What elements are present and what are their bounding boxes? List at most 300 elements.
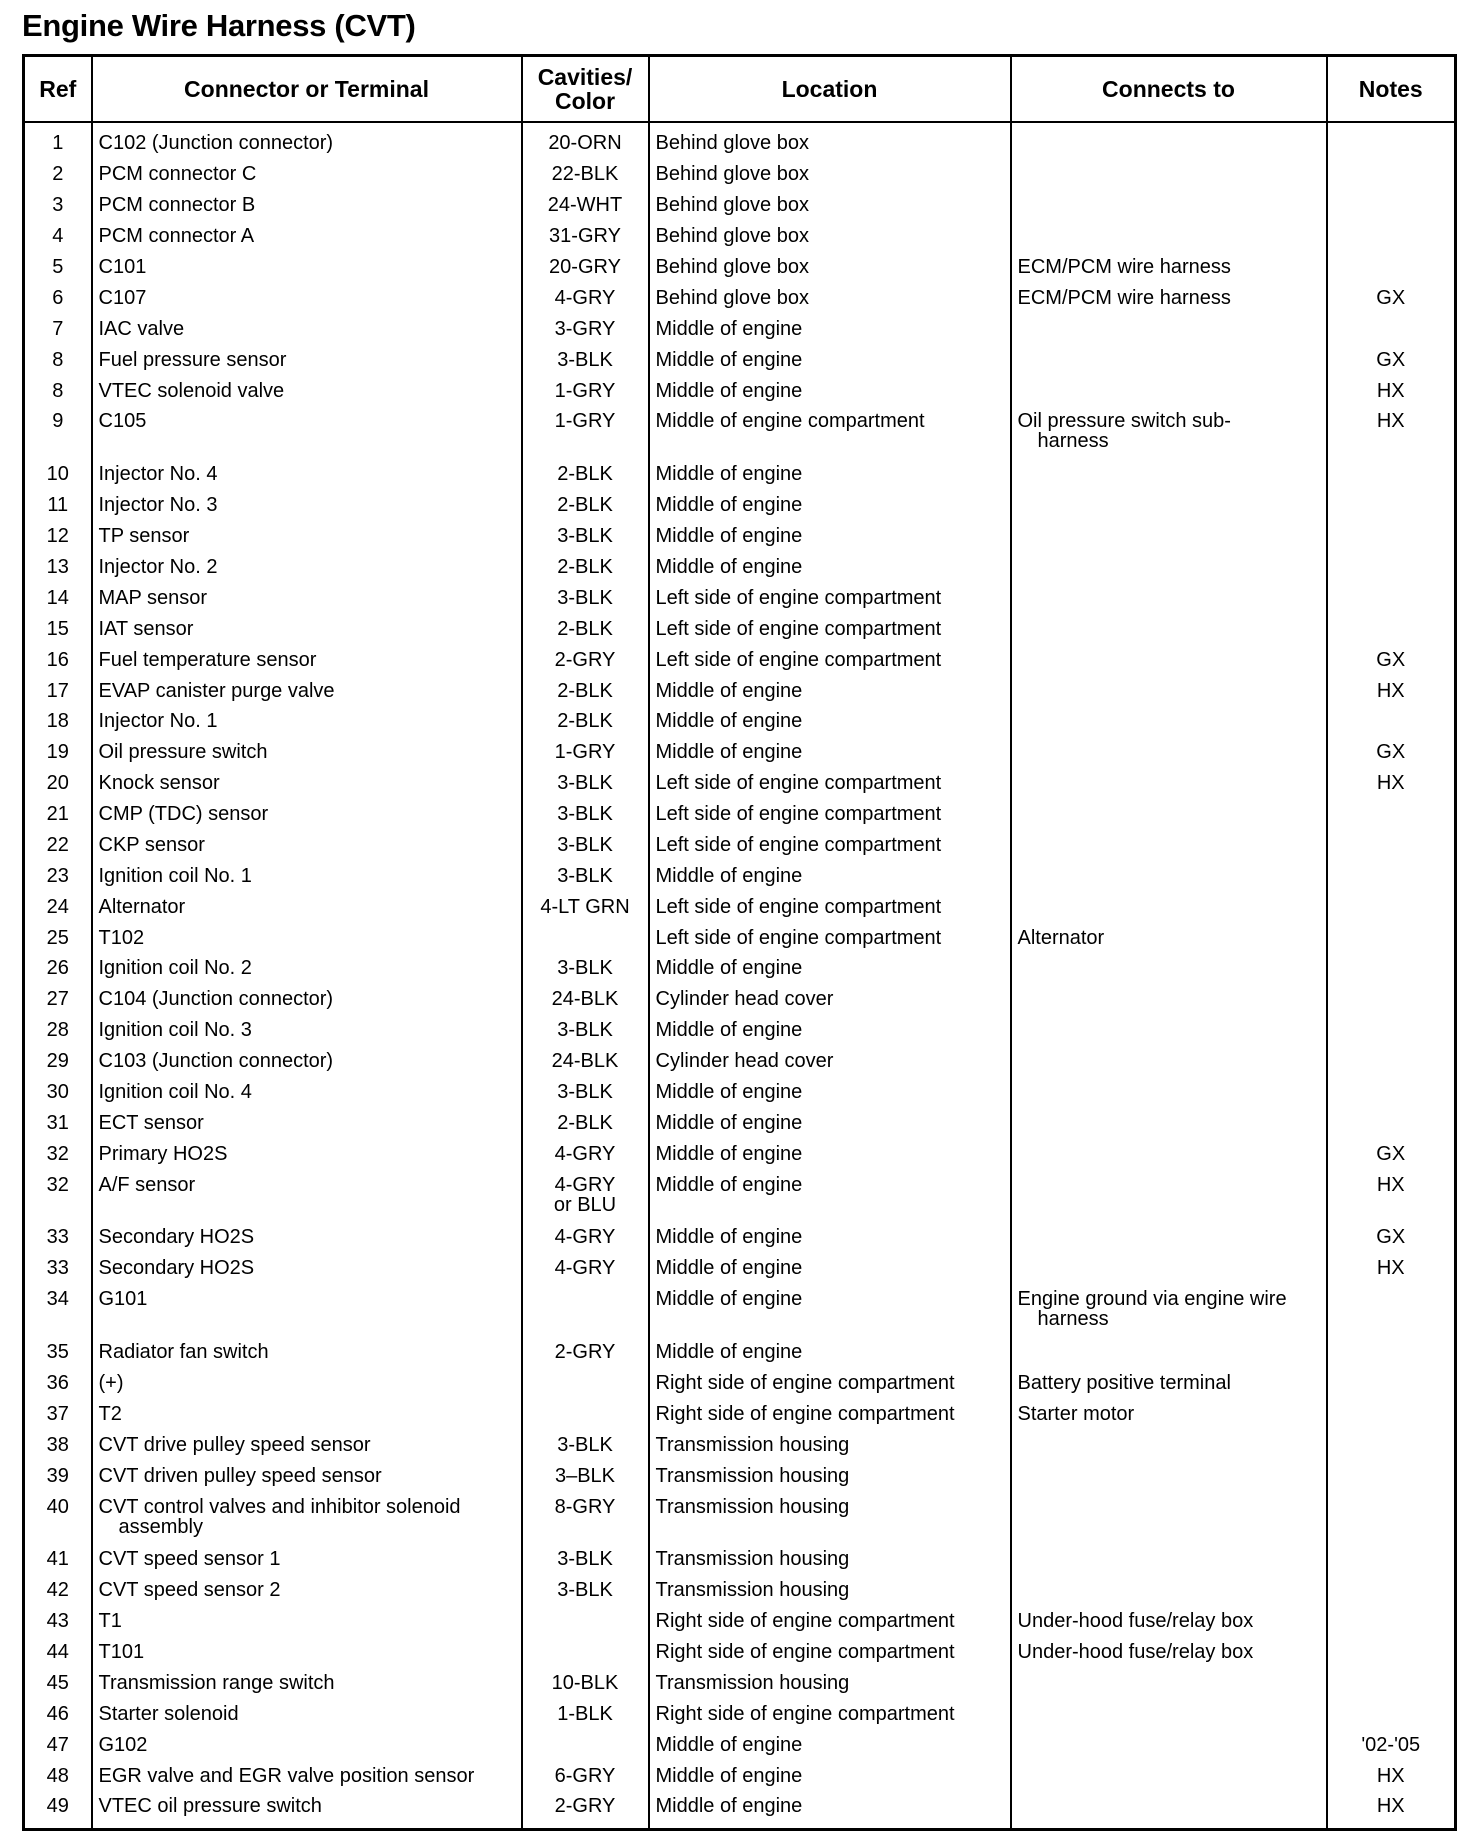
cell-connector-text: Ignition coil No. 4: [98, 1080, 252, 1103]
table-row: [24, 1461, 1456, 1492]
cell-notes: [1327, 706, 1456, 737]
cell-notes-text: HX: [1376, 1795, 1405, 1818]
cell-notes-text: HX: [1376, 1764, 1405, 1787]
cell-connector: [92, 984, 522, 1015]
cell-location: [649, 1015, 1011, 1046]
cell-notes: [1327, 861, 1456, 892]
header-ref: Ref: [24, 56, 92, 123]
table-row: [24, 552, 1456, 583]
cell-notes: [1327, 583, 1456, 614]
cell-connector-text: PCM connector A: [98, 225, 255, 248]
cell-connects-to: [1011, 614, 1327, 645]
table-row: [24, 122, 1456, 159]
cell-connector: [92, 1699, 522, 1730]
cell-location-text: Middle of engine: [655, 957, 803, 980]
cell-location: [649, 1637, 1011, 1668]
cell-connector-text: C103 (Junction connector): [98, 1050, 334, 1073]
table-row: [24, 1492, 1456, 1545]
cell-ref: [24, 1492, 92, 1545]
cell-ref-text: 38: [46, 1433, 69, 1456]
table-row: [24, 1222, 1456, 1253]
cell-location-text: Left side of engine compartment: [655, 833, 942, 856]
cell-connector-text: C102 (Junction connector): [98, 132, 334, 154]
cell-connects-to: [1011, 984, 1327, 1015]
cell-cavities: [522, 406, 649, 459]
cell-cavities: [522, 953, 649, 984]
cell-location: [649, 953, 1011, 984]
table-row: [24, 1668, 1456, 1699]
table-row: [24, 645, 1456, 676]
cell-notes: [1327, 190, 1456, 221]
cell-ref: [24, 830, 92, 861]
cell-connector-text: T102: [98, 926, 145, 949]
cell-cavities-text: 3-BLK: [557, 1548, 613, 1571]
cell-connects-to-text: Under-hood fuse/relay box: [1017, 1641, 1254, 1664]
cell-connector-text: CVT speed sensor 1: [98, 1548, 281, 1571]
cell-location-text: Behind glove box: [655, 132, 809, 154]
cell-notes-text: HX: [1376, 679, 1405, 702]
cell-connector-text: CVT driven pulley speed sensor: [98, 1464, 382, 1487]
cell-ref-text: 36: [46, 1372, 69, 1394]
cell-connects-to: [1011, 737, 1327, 768]
table-row: [24, 614, 1456, 645]
cell-connects-to: [1011, 221, 1327, 252]
cell-ref: [24, 861, 92, 892]
cell-connects-to: [1011, 1222, 1327, 1253]
cell-ref: [24, 1637, 92, 1668]
cell-connector: [92, 645, 522, 676]
cell-connects-to-text: Engine ground via engine wire: [1017, 1288, 1287, 1311]
table-row: [24, 1046, 1456, 1077]
cell-connects-to: [1011, 645, 1327, 676]
cell-ref: [24, 892, 92, 923]
cell-location-text: Transmission housing: [655, 1464, 850, 1487]
cell-ref-text: 18: [46, 710, 69, 733]
cell-location-text: Transmission housing: [655, 1671, 850, 1694]
cell-connects-to-text: Alternator: [1017, 926, 1105, 949]
cell-location-text: Middle of engine: [655, 1733, 803, 1756]
cell-connector: [92, 122, 522, 159]
cell-cavities: [522, 283, 649, 314]
cell-location-text: Transmission housing: [655, 1433, 850, 1456]
cell-location: [649, 706, 1011, 737]
cell-connector-text: Injector No. 1: [98, 710, 218, 733]
cell-notes: [1327, 1430, 1456, 1461]
cell-cavities: [522, 1108, 649, 1139]
cell-notes: [1327, 830, 1456, 861]
cell-cavities: [522, 552, 649, 583]
cell-notes: [1327, 1461, 1456, 1492]
cell-location: [649, 345, 1011, 376]
table-row: [24, 1284, 1456, 1337]
cell-location: [649, 552, 1011, 583]
cell-cavities-text: 2-BLK: [557, 1111, 613, 1134]
table-row: [24, 1637, 1456, 1668]
cell-location-text: Cylinder head cover: [655, 988, 834, 1011]
cell-connects-to-text: ECM/PCM wire harness: [1017, 256, 1231, 279]
cell-notes: [1327, 799, 1456, 830]
cell-connector-text: T101: [98, 1641, 145, 1664]
cell-cavities: [522, 1170, 649, 1223]
cell-location-text: Middle of engine: [655, 525, 803, 548]
cell-location: [649, 1730, 1011, 1761]
cell-connector: [92, 614, 522, 645]
cell-connector-text: Injector No. 3: [98, 494, 218, 517]
cell-notes: [1327, 1575, 1456, 1606]
cell-connector-text: TP sensor: [98, 525, 190, 548]
cell-ref: [24, 159, 92, 190]
cell-connects-to: [1011, 1284, 1327, 1337]
table-row: [24, 406, 1456, 459]
cell-notes: [1327, 1284, 1456, 1337]
cell-location: [649, 1108, 1011, 1139]
header-connects-to: Connects to: [1011, 56, 1327, 123]
table-row: [24, 221, 1456, 252]
cell-connects-to: [1011, 459, 1327, 490]
cell-connector: [92, 1399, 522, 1430]
cell-notes: [1327, 1337, 1456, 1368]
table-row: [24, 830, 1456, 861]
table-row: [24, 190, 1456, 221]
cell-location-text: Left side of engine compartment: [655, 648, 942, 671]
cell-location: [649, 1699, 1011, 1730]
cell-connects-to: [1011, 1108, 1327, 1139]
table-row: [24, 1430, 1456, 1461]
cell-cavities: [522, 122, 649, 159]
table-row: [24, 159, 1456, 190]
cell-ref-text: 12: [46, 525, 69, 548]
cell-ref-text: 29: [46, 1050, 69, 1073]
cell-ref: [24, 737, 92, 768]
cell-notes-text: HX: [1376, 379, 1405, 402]
cell-ref-text: 48: [46, 1764, 69, 1787]
cell-cavities: [522, 583, 649, 614]
table-row: [24, 1368, 1456, 1399]
cell-cavities-text: 8-GRY: [554, 1495, 616, 1518]
cell-connects-to: [1011, 1730, 1327, 1761]
table-row: [24, 1108, 1456, 1139]
cell-cavities: [522, 676, 649, 707]
cell-notes: [1327, 923, 1456, 954]
cell-ref: [24, 923, 92, 954]
cell-ref: [24, 521, 92, 552]
cell-connects-to: [1011, 1046, 1327, 1077]
cell-ref-text: 22: [46, 833, 69, 856]
cell-location-text: Middle of engine: [655, 1795, 803, 1818]
cell-connector-text: G101: [98, 1288, 148, 1311]
cell-connector-text: Ignition coil No. 3: [98, 1019, 252, 1042]
cell-ref: [24, 122, 92, 159]
cell-location: [649, 252, 1011, 283]
cell-connects-to: [1011, 1253, 1327, 1284]
cell-ref: [24, 984, 92, 1015]
cell-ref: [24, 1077, 92, 1108]
cell-connector: [92, 1461, 522, 1492]
cell-connects-to: [1011, 1399, 1327, 1430]
cell-location: [649, 1222, 1011, 1253]
cell-cavities: [522, 221, 649, 252]
cell-location: [649, 1170, 1011, 1223]
cell-ref: [24, 1139, 92, 1170]
cell-ref: [24, 953, 92, 984]
cell-location: [649, 1492, 1011, 1545]
cell-connector: [92, 1253, 522, 1284]
cell-notes: [1327, 1108, 1456, 1139]
cell-location: [649, 1284, 1011, 1337]
cell-location-text: Behind glove box: [655, 163, 809, 186]
cell-cavities-text: 24-WHT: [547, 194, 623, 217]
cell-location-text: Left side of engine compartment: [655, 895, 942, 918]
cell-ref: [24, 459, 92, 490]
cell-location-text: Middle of engine: [655, 1288, 803, 1311]
cell-notes-text: HX: [1376, 410, 1405, 433]
cell-ref: [24, 221, 92, 252]
cell-location: [649, 676, 1011, 707]
cell-ref: [24, 1222, 92, 1253]
cell-connector: [92, 1015, 522, 1046]
cell-ref-text: 34: [46, 1288, 69, 1311]
table-row: [24, 799, 1456, 830]
cell-notes: [1327, 1606, 1456, 1637]
cell-connector-text: CVT drive pulley speed sensor: [98, 1433, 371, 1456]
table-row: [24, 314, 1456, 345]
table-row: [24, 984, 1456, 1015]
table-row: [24, 583, 1456, 614]
table-row: [24, 1337, 1456, 1368]
cell-cavities: [522, 190, 649, 221]
cell-connector-text: IAC valve: [98, 317, 185, 340]
cell-cavities-text: 3-BLK: [557, 803, 613, 826]
cell-location-text: Middle of engine: [655, 494, 803, 517]
cell-location: [649, 1399, 1011, 1430]
cell-cavities-text: 4-GRY: [554, 1257, 616, 1280]
cell-ref: [24, 1337, 92, 1368]
cell-location-text: Middle of engine: [655, 679, 803, 702]
cell-ref-text: 11: [47, 494, 69, 517]
cell-notes: [1327, 1761, 1456, 1792]
cell-connects-to-text-continued: harness: [1037, 430, 1109, 453]
cell-cavities: [522, 737, 649, 768]
cell-connector: [92, 1761, 522, 1792]
table-row: [24, 1791, 1456, 1829]
table-row: [24, 1253, 1456, 1284]
header-cavities-line2: Color: [554, 88, 616, 114]
cell-ref-text: 23: [46, 864, 69, 887]
cell-cavities-text: 24-BLK: [551, 1050, 619, 1073]
cell-location-text: Middle of engine: [655, 1080, 803, 1103]
table-row: [24, 953, 1456, 984]
cell-ref: [24, 1046, 92, 1077]
table-header-row: [24, 56, 1456, 123]
cell-notes: [1327, 1668, 1456, 1699]
cell-notes-text: GX: [1376, 1142, 1406, 1165]
cell-location: [649, 1761, 1011, 1792]
cell-connector: [92, 376, 522, 407]
cell-connector: [92, 1222, 522, 1253]
cell-connector-text: CVT speed sensor 2: [98, 1579, 281, 1602]
cell-cavities-text: 1-GRY: [554, 379, 616, 402]
table-row: [24, 1077, 1456, 1108]
cell-cavities-text: 20-GRY: [549, 256, 621, 279]
cell-ref: [24, 1699, 92, 1730]
cell-cavities-text: 20-ORN: [548, 132, 622, 154]
cell-connects-to: [1011, 1544, 1327, 1575]
cell-ref-text: 45: [46, 1671, 69, 1694]
cell-notes: [1327, 1046, 1456, 1077]
cell-cavities: [522, 1284, 649, 1337]
cell-connector: [92, 1337, 522, 1368]
table-row: [24, 1575, 1456, 1606]
cell-connects-to: [1011, 283, 1327, 314]
cell-location: [649, 892, 1011, 923]
cell-connector-text: Ignition coil No. 1: [98, 864, 252, 887]
cell-location-text: Middle of engine: [655, 1226, 803, 1249]
cell-cavities: [522, 1077, 649, 1108]
header-connector: Connector or Terminal: [92, 56, 522, 123]
cell-cavities-text: 2-GRY: [554, 648, 616, 671]
cell-cavities-text: 3-BLK: [557, 1433, 613, 1456]
cell-cavities: [522, 1668, 649, 1699]
cell-location-text: Middle of engine: [655, 348, 803, 371]
cell-location: [649, 283, 1011, 314]
cell-cavities-text: 3-BLK: [557, 1080, 613, 1103]
cell-location: [649, 984, 1011, 1015]
cell-connects-to: [1011, 799, 1327, 830]
cell-connector-text: G102: [98, 1733, 148, 1756]
cell-cavities: [522, 1253, 649, 1284]
cell-ref: [24, 190, 92, 221]
cell-connector: [92, 159, 522, 190]
table-row: [24, 737, 1456, 768]
cell-cavities: [522, 1730, 649, 1761]
cell-connects-to: [1011, 190, 1327, 221]
cell-connector: [92, 1077, 522, 1108]
cell-cavities: [522, 614, 649, 645]
cell-ref-text: 19: [46, 741, 69, 764]
cell-connects-to: [1011, 406, 1327, 459]
cell-location-text: Behind glove box: [655, 194, 809, 217]
cell-location: [649, 614, 1011, 645]
cell-notes-text: GX: [1376, 348, 1406, 371]
cell-cavities: [522, 252, 649, 283]
cell-location-text: Middle of engine: [655, 1019, 803, 1042]
cell-notes: [1327, 1637, 1456, 1668]
cell-ref: [24, 1015, 92, 1046]
cell-location: [649, 1077, 1011, 1108]
cell-ref: [24, 768, 92, 799]
cell-location: [649, 737, 1011, 768]
table-row: [24, 1699, 1456, 1730]
cell-ref: [24, 799, 92, 830]
cell-connects-to: [1011, 1492, 1327, 1545]
cell-notes: [1327, 1139, 1456, 1170]
cell-ref-text: 13: [46, 556, 69, 579]
cell-ref-text: 42: [46, 1579, 69, 1602]
cell-connector: [92, 1368, 522, 1399]
cell-notes: [1327, 645, 1456, 676]
cell-ref-text: 39: [46, 1464, 69, 1487]
cell-ref-text: 21: [46, 803, 69, 826]
cell-connector-text: Transmission range switch: [98, 1671, 335, 1694]
cell-cavities-text: 3-BLK: [557, 586, 613, 609]
cell-cavities-text: 3-BLK: [557, 1019, 613, 1042]
cell-connects-to: [1011, 923, 1327, 954]
cell-connector-text: Injector No. 2: [98, 556, 218, 579]
cell-ref-text: 24: [46, 895, 69, 918]
cell-connector: [92, 252, 522, 283]
cell-ref-text: 49: [46, 1795, 69, 1818]
cell-location: [649, 1575, 1011, 1606]
cell-cavities-text: 4-GRY: [554, 1173, 616, 1196]
cell-location: [649, 314, 1011, 345]
cell-ref: [24, 406, 92, 459]
cell-notes: [1327, 1791, 1456, 1829]
table-row: [24, 283, 1456, 314]
cell-connector-text: Injector No. 4: [98, 463, 218, 486]
cell-connector: [92, 953, 522, 984]
cell-connector: [92, 830, 522, 861]
cell-notes: [1327, 521, 1456, 552]
cell-ref-text: 8: [52, 348, 64, 371]
cell-cavities-text: 2-BLK: [557, 710, 613, 733]
cell-connects-to: [1011, 706, 1327, 737]
cell-connector-text: PCM connector C: [98, 163, 257, 186]
cell-cavities-text: 3-BLK: [557, 348, 613, 371]
cell-location-text: Right side of engine compartment: [655, 1372, 955, 1394]
cell-cavities-text: 2-BLK: [557, 494, 613, 517]
cell-connector: [92, 737, 522, 768]
cell-cavities: [522, 1461, 649, 1492]
cell-ref-text: 43: [46, 1610, 69, 1633]
cell-cavities-text: 2-GRY: [554, 1795, 616, 1818]
cell-cavities-text: 3-BLK: [557, 864, 613, 887]
cell-notes-text: '02-'05: [1361, 1733, 1421, 1756]
cell-connector-text: CKP sensor: [98, 833, 205, 856]
cell-ref: [24, 252, 92, 283]
cell-connector-text: ECT sensor: [98, 1111, 204, 1134]
cell-connector-text: PCM connector B: [98, 194, 256, 217]
cell-location-text: Middle of engine: [655, 463, 803, 486]
cell-connects-to: [1011, 1575, 1327, 1606]
cell-cavities: [522, 1575, 649, 1606]
cell-connector: [92, 892, 522, 923]
cell-cavities: [522, 645, 649, 676]
cell-connector-text: EVAP canister purge valve: [98, 679, 335, 702]
cell-connector: [92, 768, 522, 799]
cell-connects-to: [1011, 1606, 1327, 1637]
cell-connector-text: T2: [98, 1402, 122, 1425]
cell-ref-text: 20: [46, 772, 69, 795]
cell-connector: [92, 583, 522, 614]
cell-location-text: Middle of engine: [655, 1257, 803, 1280]
cell-ref-text: 31: [46, 1111, 69, 1134]
cell-ref-text: 33: [46, 1257, 69, 1280]
cell-location-text: Right side of engine compartment: [655, 1402, 955, 1425]
cell-cavities-text: 3-BLK: [557, 772, 613, 795]
cell-cavities-text: 2-BLK: [557, 556, 613, 579]
harness-table: [22, 54, 1457, 1831]
cell-ref: [24, 1575, 92, 1606]
cell-connector-text: Secondary HO2S: [98, 1257, 255, 1280]
cell-connects-to: [1011, 1368, 1327, 1399]
cell-ref-text: 6: [52, 286, 64, 309]
cell-cavities-text: 3–BLK: [554, 1464, 616, 1487]
cell-notes-text: HX: [1376, 772, 1405, 795]
cell-connector: [92, 1108, 522, 1139]
cell-location: [649, 1139, 1011, 1170]
cell-connects-to: [1011, 953, 1327, 984]
cell-cavities: [522, 1015, 649, 1046]
